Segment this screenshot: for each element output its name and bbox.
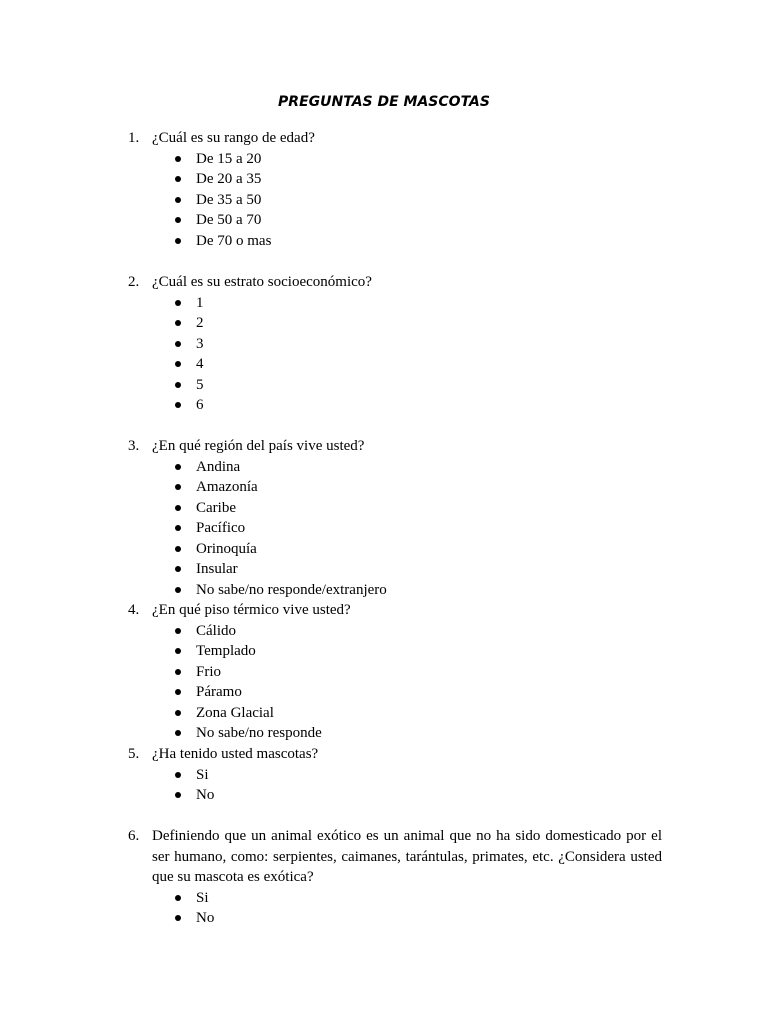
option-text: De 15 a 20 [196, 150, 262, 167]
bullet-icon [174, 354, 196, 375]
option-text: Cálido [196, 622, 236, 639]
bullet-icon [174, 518, 196, 539]
option-text: 6 [196, 397, 204, 413]
options-list [128, 765, 662, 806]
bullet-icon [174, 703, 196, 724]
list-item [128, 662, 662, 683]
list-item [128, 231, 662, 252]
option-text: De 70 o mas [196, 232, 272, 249]
option-text: Templado [196, 643, 256, 659]
question-1 [128, 128, 662, 251]
bullet-icon [174, 539, 196, 560]
question-2 [128, 272, 662, 416]
bullet-icon [174, 190, 196, 211]
bullet-icon [174, 888, 196, 909]
bullet-icon [174, 313, 196, 334]
question-line [128, 600, 662, 621]
question-4 [128, 600, 662, 744]
bullet-icon [174, 334, 196, 355]
list-item [128, 723, 662, 744]
bullet-icon [174, 723, 196, 744]
option-text: Frio [196, 663, 222, 680]
option-text: De 35 a 50 [196, 191, 262, 208]
bullet-icon [174, 682, 196, 703]
question-line [128, 436, 662, 457]
bullet-icon [174, 457, 196, 478]
question-line [128, 272, 662, 293]
list-item [128, 785, 662, 806]
bullet-icon [174, 765, 196, 786]
option-text: De 50 a 70 [196, 212, 262, 228]
option-text: Páramo [196, 684, 242, 700]
list-item [128, 354, 662, 375]
option-text: Si [196, 889, 209, 906]
question-line [128, 744, 662, 765]
list-item [128, 580, 662, 601]
list-item [128, 641, 662, 662]
option-text: No [196, 910, 215, 926]
bullet-icon [174, 662, 196, 683]
question-number: 1. [128, 130, 140, 146]
question-text: ¿En qué piso térmico vive usted? [152, 602, 351, 618]
list-item [128, 908, 662, 929]
option-text: Caribe [196, 499, 236, 516]
list-item [128, 169, 662, 190]
option-text: 4 [196, 356, 204, 372]
options-list [128, 621, 662, 744]
list-item [128, 190, 662, 211]
question-number: 3. [128, 438, 140, 454]
bullet-icon [174, 477, 196, 498]
list-item [128, 375, 662, 396]
list-item [128, 518, 662, 539]
option-text: No [196, 787, 215, 803]
bullet-icon [174, 621, 196, 642]
bullet-icon [174, 149, 196, 170]
option-text: Orinoquía [196, 540, 257, 557]
question-5 [128, 744, 662, 806]
option-text: 2 [196, 315, 204, 331]
question-text: ¿Cuál es su rango de edad? [152, 130, 315, 146]
question-6 [128, 826, 662, 929]
list-item [128, 210, 662, 231]
bullet-icon [174, 580, 196, 601]
question-number: 4. [128, 602, 140, 618]
question-number: 6. [128, 828, 140, 844]
question-number: 5. [128, 746, 140, 762]
list-item [128, 888, 662, 909]
bullet-icon [174, 785, 196, 806]
list-item [128, 682, 662, 703]
option-text: Amazonía [196, 479, 258, 495]
question-number: 2. [128, 274, 140, 290]
list-item [128, 313, 662, 334]
bullet-icon [174, 375, 196, 396]
question-text: Definiendo que un animal exótico es un animal que no ha sido domesticado por el ser humano, como: serpientes, caimanes, tarántulas, primates, etc. ¿Considera usted que su mascota es exótica? [152, 828, 662, 885]
page-title: PREGUNTAS DE MASCOTAS [278, 94, 490, 110]
list-item [128, 765, 662, 786]
question-line [128, 128, 662, 149]
question-text: ¿Cuál es su estrato socioeconómico? [152, 274, 372, 290]
bullet-icon [174, 395, 196, 416]
list-item [128, 334, 662, 355]
option-text: Pacífico [196, 520, 246, 536]
bullet-icon [174, 169, 196, 190]
options-list [128, 149, 662, 252]
question-text: ¿Ha tenido usted mascotas? [152, 746, 319, 762]
question-text: ¿En qué región del país vive usted? [152, 438, 365, 454]
bullet-icon [174, 908, 196, 929]
option-text: Si [196, 766, 209, 783]
bullet-icon [174, 293, 196, 314]
option-text: 5 [196, 376, 204, 393]
question-3 [128, 436, 662, 600]
bullet-icon [174, 231, 196, 252]
option-text: 3 [196, 335, 204, 352]
bullet-icon [174, 641, 196, 662]
option-text: Insular [196, 561, 238, 577]
list-item [128, 559, 662, 580]
options-list [128, 888, 662, 929]
list-item [128, 477, 662, 498]
list-item [128, 395, 662, 416]
option-text: No sabe/no responde/extranjero [196, 581, 387, 598]
options-list [128, 457, 662, 601]
list-item [128, 703, 662, 724]
option-text: Andina [196, 458, 241, 475]
option-text: No sabe/no responde [196, 725, 322, 741]
list-item [128, 293, 662, 314]
list-item [128, 539, 662, 560]
bullet-icon [174, 210, 196, 231]
option-text: De 20 a 35 [196, 171, 262, 187]
bullet-icon [174, 498, 196, 519]
option-text: 1 [196, 294, 204, 311]
question-line [128, 826, 662, 888]
list-item [128, 149, 662, 170]
bullet-icon [174, 559, 196, 580]
list-item [128, 457, 662, 478]
list-item [128, 498, 662, 519]
option-text: Zona Glacial [196, 704, 274, 721]
list-item [128, 621, 662, 642]
options-list [128, 293, 662, 416]
